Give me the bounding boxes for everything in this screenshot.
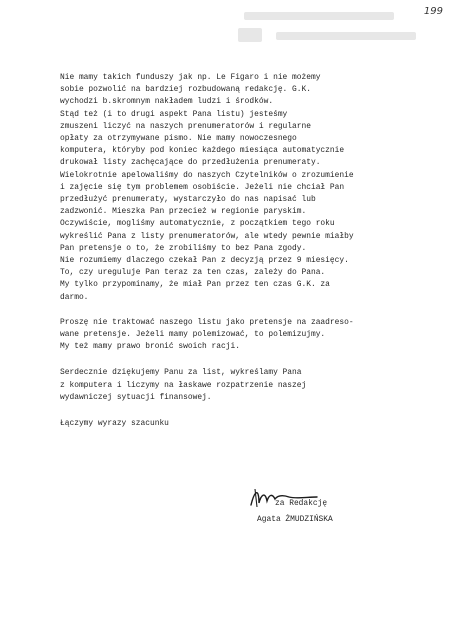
- text-line: zadzwonić. Mieszka Pan przecież w regionie paryskim.: [60, 207, 307, 217]
- text-line: My też mamy prawo bronić swoich racji.: [60, 342, 240, 352]
- text-line: drukował listy zachęcające do przedłużenia prenumeraty.: [60, 158, 321, 168]
- text-line: zmuszeni liczyć na naszych prenumeratorów i regularne: [60, 121, 311, 131]
- text-line: i zajęcie się tym problemem osobiście. Jeżeli nie chciał Pan: [60, 182, 345, 192]
- text-line: przedłużyć prenumeraty, wystarczyło do nas napisać lub: [60, 195, 316, 205]
- text-line: Nie rozumiemy dlaczego czekał Pan z decyzją przez 9 miesięcy.: [60, 256, 349, 266]
- closing-line: Łączymy wyrazy szacunku: [60, 419, 169, 429]
- text-line: darmo.: [60, 292, 89, 302]
- faded-letterhead: [238, 8, 428, 60]
- letter-body: [60, 72, 440, 430]
- text-line: z komputera i liczymy na łaskawe rozpatrzenie naszej: [60, 380, 307, 390]
- text-line: wydawniczej sytuacji finansowej.: [60, 392, 212, 402]
- text-line: Pan pretensje o to, że zrobiliśmy to bez Pana zgody.: [60, 243, 307, 253]
- text-line: Wielokrotnie apelowaliśmy do naszych Czytelników o zrozumienie: [60, 170, 354, 180]
- paragraph-pretensions: [60, 317, 440, 354]
- text-line: To, czy ureguluje Pan teraz za ten czas, zależy do Pana.: [60, 268, 326, 278]
- text-line: Oczywiście, mogliśmy automatycznie, z początkiem tego roku: [60, 219, 335, 229]
- text-line: wykreślić Pana z listy prenumeratorów, ale wtedy pewnie miałby: [60, 231, 354, 241]
- text-line: wychodzi b.skromnym nakładem ludzi i środków.: [60, 97, 274, 107]
- text-line: wane pretensje. Jeżeli mamy polemizować, to polemizujmy.: [60, 330, 326, 340]
- page-number: 199: [423, 6, 443, 17]
- text-line: Stąd też (i to drugi aspekt Pana listu) jesteśmy: [60, 109, 288, 119]
- signature-role: za Redakcję: [275, 499, 328, 508]
- paragraph-funding: [60, 72, 440, 304]
- text-line: Serdecznie dziękujemy Panu za list, wykreślamy Pana: [60, 368, 302, 378]
- text-line: Nie mamy takich funduszy jak np. Le Figaro i nie możemy: [60, 73, 321, 82]
- text-line: sobie pozwolić na bardziej rozbudowaną redakcję. G.K.: [60, 85, 311, 95]
- text-line: Proszę nie traktować naszego listu jako pretensje na zaadreso-: [60, 317, 354, 327]
- signature-name: Agata ŻMUDZIŃSKA: [257, 515, 333, 524]
- text-line: opłaty za otrzymywane pismo. Nie mamy nowoczesnego: [60, 134, 297, 144]
- text-line: komputera, któryby pod koniec każdego miesiąca automatycznie: [60, 146, 345, 156]
- paragraph-thanks: [60, 367, 440, 404]
- signature-block: [245, 485, 425, 545]
- text-line: My tylko przypominamy, że miał Pan przez ten czas G.K. za: [60, 280, 330, 290]
